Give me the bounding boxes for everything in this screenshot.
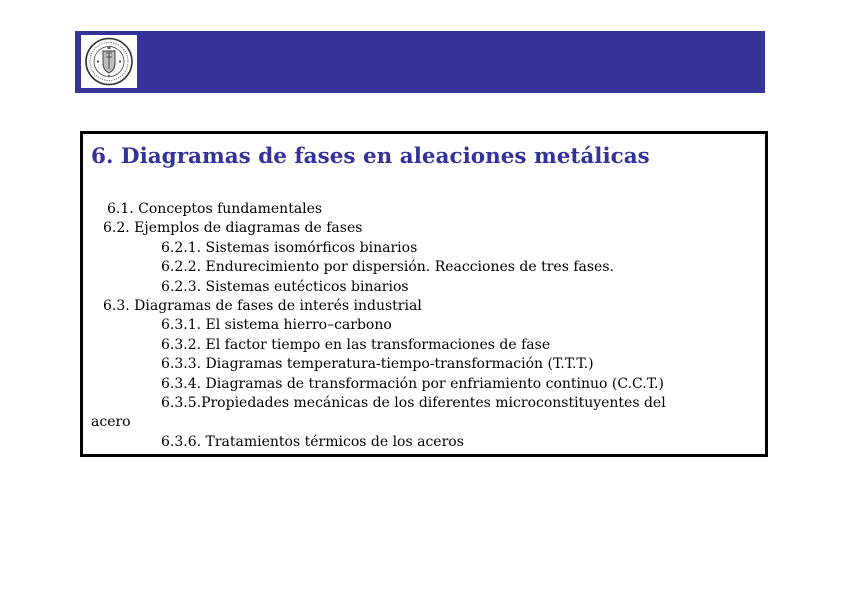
- toc-item: 6.3.1. El sistema hierro–carbono: [161, 317, 392, 334]
- table-of-contents: [83, 200, 765, 452]
- content-box: [80, 131, 768, 457]
- toc-item: 6.3.6. Tratamientos térmicos de los aceros: [161, 433, 464, 450]
- header-banner: [75, 31, 765, 93]
- toc-item: 6.2.1. Sistemas isomórficos binarios: [161, 239, 418, 256]
- toc-item-continuation: acero: [91, 414, 131, 431]
- toc-item: 6.2.3. Sistemas eutécticos binarios: [161, 278, 409, 295]
- toc-item: 6.3.4. Diagramas de transformación por enfriamiento continuo (C.C.T.): [161, 375, 664, 392]
- toc-item: 6.1. Conceptos fundamentales: [107, 201, 323, 217]
- university-seal-icon: [81, 35, 137, 88]
- toc-item: 6.3.3. Diagramas temperatura-tiempo-transformación (T.T.T.): [161, 356, 594, 373]
- slide-title: 6. Diagramas de fases en aleaciones metálicas: [91, 144, 650, 169]
- toc-item: 6.3.5.Propiedades mecánicas de los diferentes microconstituyentes del: [161, 394, 666, 411]
- toc-item: 6.2.2. Endurecimiento por dispersión. Reacciones de tres fases.: [161, 259, 614, 276]
- toc-item: 6.3. Diagramas de fases de interés industrial: [103, 297, 422, 314]
- toc-item: 6.2. Ejemplos de diagramas de fases: [103, 220, 363, 237]
- toc-item: 6.3.2. El factor tiempo en las transformaciones de fase: [161, 336, 551, 353]
